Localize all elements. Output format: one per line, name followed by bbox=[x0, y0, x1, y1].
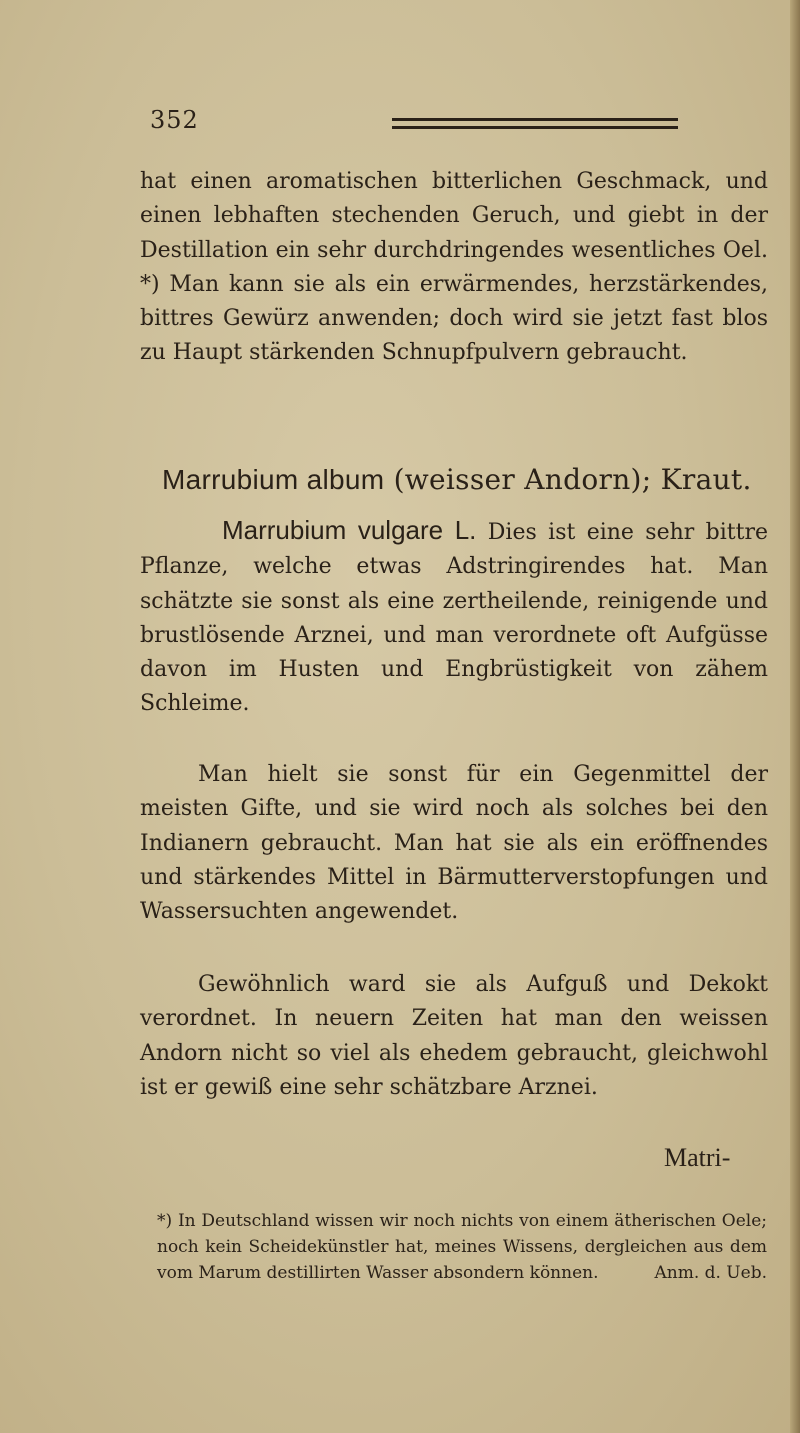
footnote bbox=[157, 1208, 767, 1286]
paragraph-text: hat einen aromatischen bitterlichen Geschmack, und einen lebhaften stechenden Geruch, und giebt in der Destillation ein sehr durchdringendes wesentliches Oel. *) Man kann sie als ein erwärmendes, herzstärkendes, bittres Gewürz anwenden; doch wird sie jetzt fast blos zu Haupt stärkenden Schnupfpulvern gebraucht. bbox=[140, 169, 768, 366]
botanical-name: Marrubium vulgare L. bbox=[222, 515, 477, 545]
catchword: Matri- bbox=[664, 1143, 731, 1172]
header-rule-bottom bbox=[392, 126, 678, 129]
header-rule-top bbox=[392, 118, 678, 121]
footnote-text: *) In Deutschland wissen wir noch nichts von einem ätherischen Oele; noch kein Scheidekünstler hat, meines Wissens, dergleichen aus dem vom Marum destillirten Wasser absondern können. bbox=[157, 1211, 767, 1283]
paragraph-text: Man hielt sie sonst für ein Gegenmittel der meisten Gifte, und sie wird noch als solches bei den Indianern gebraucht. Man hat sie als ein eröffnendes und stärkendes Mittel in Bärmutterverstopfungen und Wassersuchten angewendet. bbox=[140, 762, 768, 925]
paragraph-uses bbox=[140, 758, 768, 929]
paragraph-administration bbox=[140, 968, 768, 1105]
heading-latin-name: Marrubium album bbox=[162, 464, 385, 495]
paragraph-text: Dies ist eine sehr bittre Pflanze, welche etwas Adstringirendes hat. Man schätzte sie sonst als eine zertheilende, reinigende und brustlösende Arznei, und man verordnete oft Aufgüsse davon im Husten und Engbrüstigkeit von zähem Schleime. bbox=[140, 520, 769, 717]
heading-german-name: (weisser Andorn); Kraut. bbox=[393, 463, 752, 496]
page-number: 352 bbox=[150, 106, 199, 134]
paragraph-text: Gewöhnlich ward sie als Aufguß und Dekokt verordnet. In neuern Zeiten hat man den weissen Andorn nicht so viel als ehedem gebraucht, gleichwohl ist er gewiß eine sehr schätzbare Arznei. bbox=[140, 972, 768, 1100]
paragraph-continued bbox=[140, 165, 768, 371]
section-heading bbox=[162, 463, 752, 496]
paragraph-description bbox=[140, 513, 768, 722]
footnote-credit: Anm. d. Ueb. bbox=[654, 1263, 767, 1283]
page-header bbox=[150, 106, 530, 146]
page-edge-shadow bbox=[790, 0, 800, 1433]
